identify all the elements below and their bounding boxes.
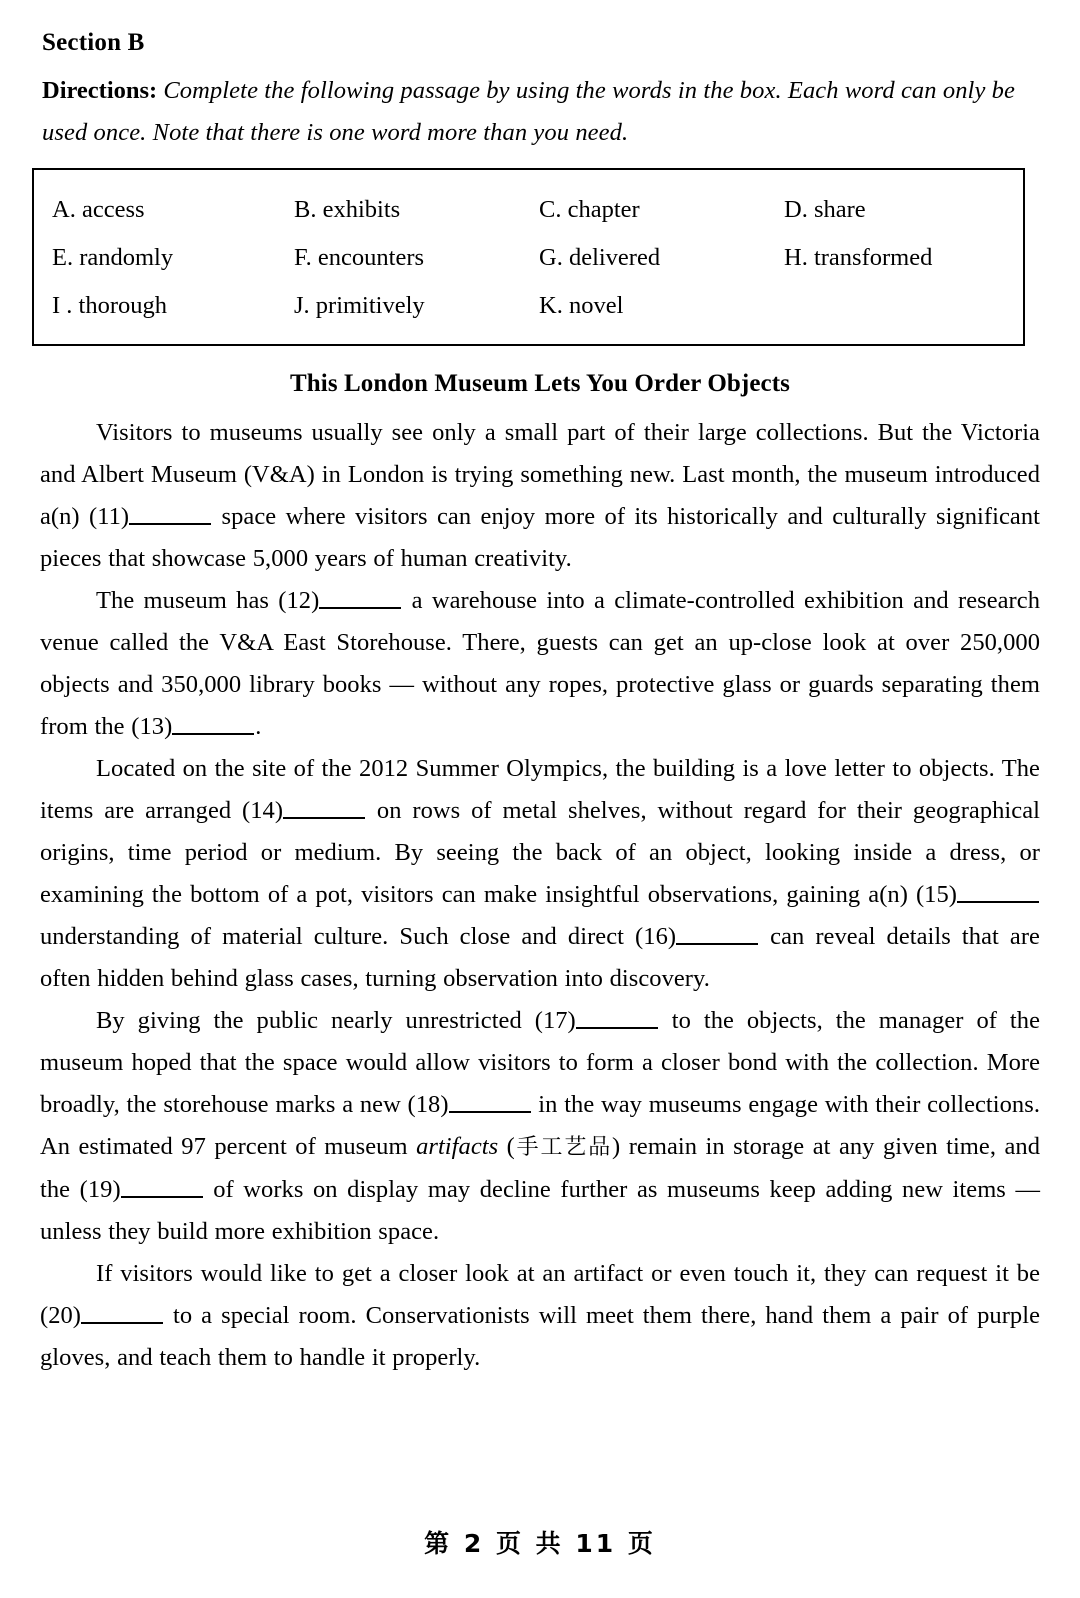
word-option-e: E. randomly <box>52 244 174 271</box>
answer-blank-14[interactable] <box>283 795 365 819</box>
passage-text: in the way museums engage with their collections. An estimated 97 percent of museum <box>40 1091 1040 1160</box>
directions-text: Complete the following passage by using the words in the box. Each word can only be used once. Note that there is one word more than you need. <box>42 77 1015 146</box>
word-option-d: D. share <box>784 196 866 223</box>
passage-text: on rows of metal shelves, without regard for their geographical origins, time period or medium. By seeing the back of an object, looking inside a dress, or examining the bottom of a pot, visitors can make insightful observations, gaining a(n) (15) <box>40 797 1040 908</box>
passage-text: space where visitors can enjoy more of its historically and culturally significant pieces that showcase 5,000 years of human creativity. <box>40 503 1040 572</box>
passage-text: The museum has (12) <box>96 587 320 614</box>
passage-paragraph <box>40 1253 1040 1379</box>
word-bank-row <box>34 234 1023 282</box>
passage-text: Located on the site of the 2012 Summer Olympics, the building is a love letter to objects. The items are arranged (14) <box>40 755 1040 824</box>
word-bank-row <box>34 186 1023 234</box>
directions-block <box>42 70 1040 154</box>
answer-blank-15[interactable] <box>957 879 1039 903</box>
passage-text: ) remain in storage at any given time, and the (19) <box>40 1133 1040 1203</box>
passage-paragraph <box>40 580 1040 748</box>
word-option-h: H. transformed <box>784 244 933 271</box>
word-bank-row <box>34 282 1023 330</box>
passage-text: to a special room. Conservationists will meet them there, hand them a pair of purple gloves, and teach them to handle it properly. <box>40 1302 1040 1371</box>
passage-text: a warehouse into a climate-controlled exhibition and research venue called the V&A East Storehouse. There, guests can get an up-close look at over 250,000 objects and 350,000 library books — without any ropes, protective glass or guards separating them from the (13) <box>40 587 1040 740</box>
answer-blank-18[interactable] <box>449 1089 531 1113</box>
passage-paragraph <box>40 748 1040 1000</box>
passage-title: This London Museum Lets You Order Objects <box>290 370 790 397</box>
answer-blank-17[interactable] <box>576 1005 658 1029</box>
word-option-b: B. exhibits <box>294 196 401 223</box>
passage-text: to the objects, the manager of the museum hoped that the space would allow visitors to form a closer bond with the collection. More broadly, the storehouse marks a new (18) <box>40 1007 1040 1118</box>
passage-text: By giving the public nearly unrestricted (17) <box>96 1007 576 1034</box>
word-option-f: F. encounters <box>294 244 425 271</box>
answer-blank-20[interactable] <box>81 1300 163 1324</box>
passage-text: can reveal details that are often hidden behind glass cases, turning observation into discovery. <box>40 923 1040 992</box>
passage-text: of works on display may decline further as museums keep adding new items — unless they build more exhibition space. <box>40 1176 1041 1245</box>
passage-text: ( <box>498 1133 515 1160</box>
passage-text: If visitors would like to get a closer look at an artifact or even touch it, they can request it be (20) <box>40 1260 1040 1329</box>
word-option-k: K. novel <box>539 292 624 319</box>
page-footer: 第 2 页 共 11 页 <box>424 1529 656 1558</box>
answer-blank-16[interactable] <box>676 921 758 945</box>
word-option-g: G. delivered <box>539 244 661 271</box>
passage-text: Visitors to museums usually see only a small part of their large collections. But the Victoria and Albert Museum (V&A) in London is trying something new. Last month, the museum introduced a(n) (11) <box>40 419 1040 530</box>
word-bank-box <box>32 168 1025 346</box>
answer-blank-11[interactable] <box>129 501 211 525</box>
answer-blank-13[interactable] <box>172 711 254 735</box>
directions-label: Directions: <box>42 77 158 104</box>
word-option-c: C. chapter <box>539 196 640 223</box>
section-heading: Section B <box>42 29 145 56</box>
answer-blank-19[interactable] <box>121 1174 203 1198</box>
emphasis-text: artifacts <box>416 1133 499 1160</box>
chinese-gloss: 手工艺品 <box>514 1135 613 1160</box>
word-option-i: I . thorough <box>52 292 167 319</box>
word-option-empty <box>774 291 1019 321</box>
passage-text: understanding of material culture. Such close and direct (16) <box>40 923 677 950</box>
passage-text: . <box>255 713 262 740</box>
word-option-j: J. primitively <box>294 292 425 319</box>
passage-paragraph <box>40 1000 1040 1253</box>
word-option-a: A. access <box>52 196 145 223</box>
passage-body <box>40 412 1040 1379</box>
answer-blank-12[interactable] <box>319 585 401 609</box>
passage-paragraph <box>40 412 1040 580</box>
